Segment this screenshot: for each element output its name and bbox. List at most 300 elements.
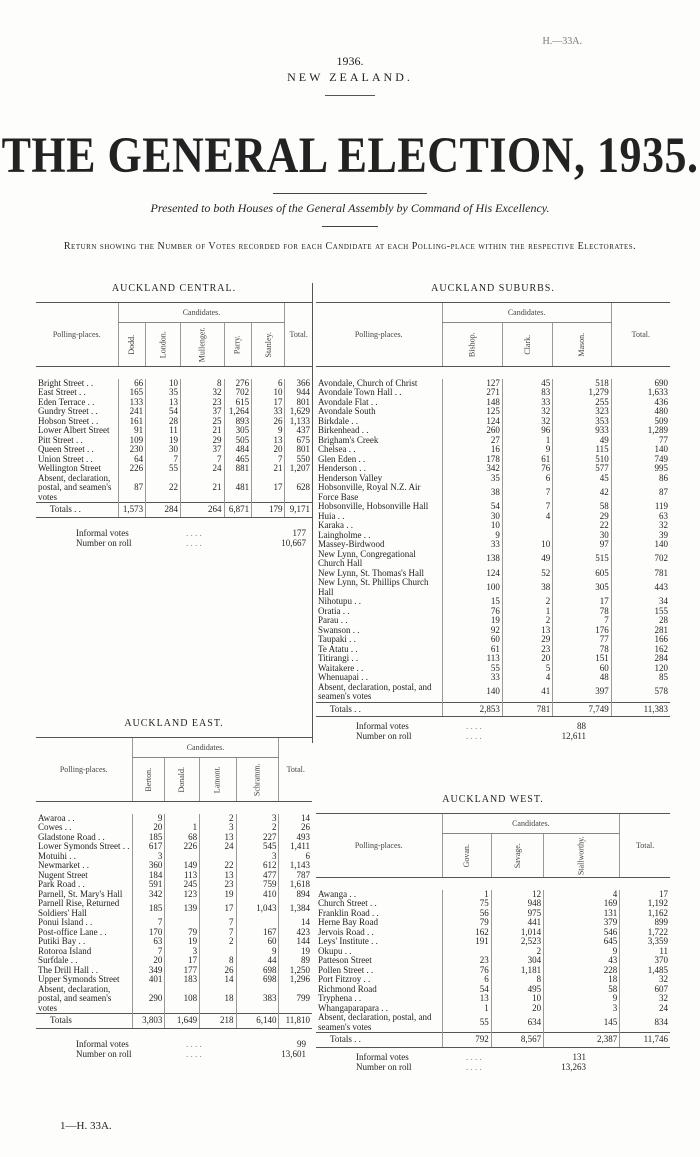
polling-place: Swanson . . bbox=[318, 624, 360, 635]
vote-cell: 591 bbox=[132, 880, 165, 890]
vote-cell: 30 bbox=[553, 531, 612, 541]
vote-cell: 37 bbox=[180, 407, 224, 417]
vote-cell: 20 bbox=[502, 654, 552, 664]
total-cell: 19 bbox=[279, 947, 312, 957]
totals-cell: 218 bbox=[200, 1014, 236, 1029]
vote-cell: 26 bbox=[252, 417, 285, 427]
total-cell: 781 bbox=[611, 569, 670, 579]
vote-cell: 38 bbox=[502, 578, 552, 597]
vote-cell: 7 bbox=[132, 918, 165, 928]
totals-label: Totals . . bbox=[316, 702, 442, 717]
vote-cell: 170 bbox=[132, 928, 165, 938]
polling-place: Upper Symonds Street bbox=[38, 974, 120, 984]
vote-cell: 25 bbox=[180, 417, 224, 427]
vote-cell: 23 bbox=[502, 645, 552, 655]
vote-cell: 13 bbox=[442, 994, 491, 1004]
vote-cell: 13 bbox=[200, 871, 236, 881]
vote-cell: 617 bbox=[132, 842, 165, 852]
polling-place: Taupaki . . bbox=[318, 634, 356, 644]
vote-cell: 61 bbox=[502, 455, 552, 465]
roll-value: 13,263 bbox=[561, 1061, 586, 1072]
polling-place: Huia . . bbox=[318, 510, 345, 521]
vote-cell: 8 bbox=[200, 956, 236, 966]
vote-cell: 577 bbox=[553, 464, 612, 474]
vote-cell: 113 bbox=[165, 871, 200, 881]
roll-label: Number on roll bbox=[356, 1061, 412, 1072]
polling-place: Te Atatu . . bbox=[318, 643, 358, 654]
polling-place: New Lynn, Congregational Church Hall bbox=[318, 548, 416, 568]
polling-place: Herne Bay Road bbox=[318, 917, 378, 927]
vote-cell: 148 bbox=[442, 398, 502, 408]
vote-cell: 465 bbox=[224, 455, 252, 465]
vote-cell: 495 bbox=[491, 985, 543, 995]
table-row bbox=[36, 814, 312, 824]
vote-cell: 30 bbox=[146, 445, 181, 455]
vote-cell: 7 bbox=[502, 483, 552, 502]
vote-cell: 19 bbox=[165, 937, 200, 947]
vote-cell: 4 bbox=[502, 673, 552, 683]
total-cell: 799 bbox=[279, 985, 312, 1014]
vote-cell: 140 bbox=[442, 683, 502, 703]
vote-cell: 10 bbox=[442, 521, 502, 531]
vote-cell: 10 bbox=[502, 540, 552, 550]
candidate-name bbox=[165, 758, 200, 802]
informal-block bbox=[36, 1039, 312, 1059]
vote-cell: 125 bbox=[442, 407, 502, 417]
polling-place: Jervois Road . . bbox=[318, 926, 374, 937]
vote-cell: 226 bbox=[118, 464, 146, 474]
polling-place: Okupu . . bbox=[318, 945, 352, 956]
totals-cell: 781 bbox=[502, 702, 552, 717]
polling-place: Brigham's Creek bbox=[318, 434, 379, 445]
vote-cell: 360 bbox=[132, 861, 165, 871]
total-cell: 1,411 bbox=[279, 842, 312, 852]
total-cell: 443 bbox=[611, 578, 670, 597]
polling-place: Nugent Street bbox=[38, 869, 88, 880]
vote-cell: 29 bbox=[180, 436, 224, 446]
total-cell: 370 bbox=[620, 956, 670, 966]
polling-place: Bright Street . . bbox=[38, 377, 94, 388]
vote-cell: 64 bbox=[118, 455, 146, 465]
vote-cell: 612 bbox=[236, 861, 279, 871]
vote-cell: 32 bbox=[180, 388, 224, 398]
total-cell: 63 bbox=[611, 512, 670, 522]
total-cell: 995 bbox=[611, 464, 670, 474]
total-cell: 628 bbox=[285, 474, 312, 503]
total-cell: 801 bbox=[285, 398, 312, 408]
vote-cell: 33 bbox=[502, 398, 552, 408]
polling-place: Absent, declaration, postal, and seamen's votes bbox=[318, 681, 432, 701]
candidate-name bbox=[491, 834, 543, 878]
vote-cell: 410 bbox=[236, 890, 279, 900]
vote-cell: 1,181 bbox=[491, 966, 543, 976]
total-cell: 284 bbox=[611, 654, 670, 664]
vote-cell: 505 bbox=[224, 436, 252, 446]
polling-place: Karaka . . bbox=[318, 520, 353, 530]
vote-cell: 167 bbox=[236, 928, 279, 938]
polling-place: Avondale, Church of Christ bbox=[318, 377, 418, 388]
roll-label: Number on roll bbox=[356, 731, 412, 741]
candidate-name bbox=[502, 323, 552, 367]
vote-cell: 2 bbox=[200, 937, 236, 947]
vote-cell: 49 bbox=[553, 436, 612, 446]
total-cell: 578 bbox=[611, 683, 670, 703]
vote-cell: 227 bbox=[236, 833, 279, 843]
informal-label: Informal votes bbox=[356, 1051, 409, 1062]
page-title: THE GENERAL ELECTION, 1935. bbox=[1, 127, 699, 184]
total-cell: 1,162 bbox=[620, 909, 670, 919]
vote-cell: 78 bbox=[553, 645, 612, 655]
polling-place: Surfdale . . bbox=[38, 955, 78, 965]
vote-cell: 10 bbox=[146, 379, 181, 389]
candidate-name bbox=[118, 323, 146, 367]
totals-label: Totals . . bbox=[316, 1033, 442, 1048]
polling-place: Tryphena . . bbox=[318, 993, 362, 1003]
spacer-row bbox=[316, 367, 670, 379]
vote-cell: 17 bbox=[252, 398, 285, 408]
vote-cell: 698 bbox=[236, 966, 279, 976]
candidate-name-text: London. bbox=[158, 331, 168, 358]
vote-cell: 33 bbox=[442, 540, 502, 550]
total-cell: 32 bbox=[620, 994, 670, 1004]
table-row bbox=[316, 1013, 670, 1033]
vote-cell: 48 bbox=[553, 673, 612, 683]
total-cell: 944 bbox=[285, 388, 312, 398]
vote-cell: 2 bbox=[236, 823, 279, 833]
total-cell: 11 bbox=[620, 947, 670, 957]
candidate-name bbox=[224, 323, 252, 367]
vote-cell: 2 bbox=[502, 616, 552, 626]
informal-block bbox=[316, 721, 670, 741]
vote-cell: 1 bbox=[502, 436, 552, 446]
vote-cell: 401 bbox=[132, 975, 165, 985]
vote-cell: 3 bbox=[132, 852, 165, 862]
vote-cell: 61 bbox=[442, 645, 502, 655]
vote-cell: 305 bbox=[224, 426, 252, 436]
vote-cell: 123 bbox=[165, 890, 200, 900]
polling-place: Park Road . . bbox=[38, 879, 85, 889]
table-body bbox=[316, 878, 670, 1048]
total-cell: 690 bbox=[611, 379, 670, 389]
vote-cell: 76 bbox=[502, 464, 552, 474]
polling-place: Ponui Island . . bbox=[38, 917, 93, 927]
vote-cell: 15 bbox=[442, 597, 502, 607]
polling-place: Wellington Street bbox=[38, 463, 102, 473]
polling-place: Nihotupu . . bbox=[318, 596, 362, 606]
total-cell: 787 bbox=[279, 871, 312, 881]
polling-places-header: Polling-places. bbox=[36, 303, 118, 367]
polling-place: Newmarket . . bbox=[38, 860, 89, 870]
totals-cell: 11,810 bbox=[279, 1014, 312, 1029]
polling-place: Massey-Birdwood bbox=[318, 539, 385, 549]
leader-dots: . . . . bbox=[186, 1038, 202, 1049]
table-row bbox=[316, 483, 670, 502]
vote-cell: 230 bbox=[118, 445, 146, 455]
vote-cell: 7 bbox=[200, 928, 236, 938]
leader-dots: . . . . bbox=[466, 1061, 482, 1072]
vote-cell: 893 bbox=[224, 417, 252, 427]
vote-cell: 545 bbox=[236, 842, 279, 852]
year: 1936. bbox=[336, 54, 364, 68]
vote-cell: 24 bbox=[200, 842, 236, 852]
total-cell: 1,633 bbox=[611, 388, 670, 398]
roll-value: 13,601 bbox=[281, 1048, 306, 1059]
vote-cell: 1,014 bbox=[491, 928, 543, 938]
polling-places-header: Polling-places. bbox=[36, 738, 132, 802]
vote-cell: 54 bbox=[442, 985, 491, 995]
vote-cell: 342 bbox=[132, 890, 165, 900]
polling-place: Franklin Road . . bbox=[318, 907, 379, 918]
candidate-name-text: Clark. bbox=[522, 334, 532, 355]
vote-cell: 255 bbox=[553, 398, 612, 408]
vote-cell: 2 bbox=[502, 597, 552, 607]
totals-cell: 11,746 bbox=[620, 1033, 670, 1048]
table-row bbox=[316, 578, 670, 597]
polling-place: Pollen Street . . bbox=[318, 964, 374, 975]
totals-cell: 7,749 bbox=[553, 702, 612, 717]
polling-places-header: Polling-places. bbox=[316, 303, 442, 367]
vote-cell: 17 bbox=[252, 474, 285, 503]
totals-cell: 3,803 bbox=[132, 1014, 165, 1029]
total-cell: 3,359 bbox=[620, 937, 670, 947]
vote-cell: 6 bbox=[442, 975, 491, 985]
vote-cell: 1,264 bbox=[224, 407, 252, 417]
vote-cell: 22 bbox=[553, 521, 612, 531]
vote-cell: 38 bbox=[442, 483, 502, 502]
total-cell: 6 bbox=[279, 852, 312, 862]
vote-cell: 96 bbox=[502, 426, 552, 436]
totals-cell: 9,171 bbox=[285, 503, 312, 518]
polling-place: Hobsonville, Royal N.Z. Air Force Base bbox=[318, 482, 421, 502]
vote-cell: 615 bbox=[224, 398, 252, 408]
vote-cell: 10 bbox=[252, 388, 285, 398]
vote-cell: 9 bbox=[132, 814, 165, 824]
total-cell: 119 bbox=[611, 502, 670, 512]
totals-row bbox=[36, 503, 312, 518]
polling-place: Whenuapai . . bbox=[318, 672, 368, 682]
vote-cell: 3 bbox=[236, 852, 279, 862]
divider bbox=[325, 95, 375, 96]
vote-cell: 35 bbox=[442, 474, 502, 484]
candidate-name bbox=[146, 323, 181, 367]
vote-cell: 28 bbox=[146, 417, 181, 427]
vote-cell: 3 bbox=[544, 1004, 620, 1014]
polling-place: Awaroa . . bbox=[38, 812, 75, 823]
vote-cell: 645 bbox=[544, 937, 620, 947]
total-cell: 120 bbox=[611, 664, 670, 674]
vote-cell: 77 bbox=[553, 635, 612, 645]
vote-cell: 290 bbox=[132, 985, 165, 1014]
vote-cell: 276 bbox=[224, 379, 252, 389]
vote-cell: 52 bbox=[502, 569, 552, 579]
polling-place: Gundry Street . . bbox=[38, 406, 98, 416]
totals-label: Totals bbox=[36, 1014, 132, 1029]
candidate-name-text: Mason. bbox=[577, 332, 587, 357]
polling-place: New Lynn, St. Phillips Church Hall bbox=[318, 577, 429, 597]
polling-place: East Street . . bbox=[38, 387, 86, 397]
vote-cell: 78 bbox=[553, 607, 612, 617]
vote-cell: 10 bbox=[491, 994, 543, 1004]
candidate-name-text: Schramm. bbox=[252, 763, 262, 796]
candidates-header: Candidates. bbox=[118, 303, 285, 323]
vote-cell bbox=[502, 521, 552, 531]
vote-cell: 35 bbox=[146, 388, 181, 398]
polling-place: Union Street . . bbox=[38, 453, 93, 464]
total-cell: 1,722 bbox=[620, 928, 670, 938]
polling-place: Lower Albert Street bbox=[38, 425, 110, 435]
table-row bbox=[36, 985, 312, 1014]
totals-cell: 792 bbox=[442, 1033, 491, 1048]
vote-cell: 634 bbox=[491, 1013, 543, 1033]
table-row bbox=[316, 683, 670, 703]
presented-line: Presented to both Houses of the General Assembly by Command of His Excellency. bbox=[150, 201, 550, 215]
polling-place: Hobson Street . . bbox=[38, 415, 99, 426]
vote-cell: 56 bbox=[442, 909, 491, 919]
total-header: Total. bbox=[611, 303, 670, 367]
total-cell: 1,384 bbox=[279, 899, 312, 918]
vote-cell: 178 bbox=[442, 455, 502, 465]
total-cell: 1,207 bbox=[285, 464, 312, 474]
leader-dots: . . . . bbox=[466, 731, 482, 741]
vote-cell: 16 bbox=[442, 445, 502, 455]
polling-places-header: Polling-places. bbox=[316, 814, 442, 878]
vote-cell: 183 bbox=[165, 975, 200, 985]
vote-cell: 17 bbox=[165, 956, 200, 966]
polling-place: New Lynn, St. Thomas's Hall bbox=[318, 567, 424, 578]
total-cell: 86 bbox=[611, 474, 670, 484]
auckland-east-table bbox=[36, 737, 312, 1029]
candidate-name bbox=[544, 834, 620, 878]
vote-cell: 32 bbox=[502, 417, 552, 427]
polling-place: Church Street . . bbox=[318, 898, 377, 908]
vote-cell: 9 bbox=[252, 426, 285, 436]
total-cell: 24 bbox=[620, 1004, 670, 1014]
vote-cell: 3 bbox=[165, 947, 200, 957]
vote-cell: 18 bbox=[200, 985, 236, 1014]
vote-cell: 698 bbox=[236, 975, 279, 985]
vote-cell: 76 bbox=[442, 966, 491, 976]
vote-cell: 271 bbox=[442, 388, 502, 398]
vote-cell: 12 bbox=[491, 890, 543, 900]
vote-cell: 226 bbox=[165, 842, 200, 852]
total-header: Total. bbox=[279, 738, 312, 802]
polling-place: Absent, declaration, postal, and seamen's votes bbox=[38, 472, 112, 502]
vote-cell: 481 bbox=[224, 474, 252, 503]
leader-dots: . . . . bbox=[186, 527, 202, 538]
vote-cell: 3 bbox=[200, 823, 236, 833]
totals-cell: 8,567 bbox=[491, 1033, 543, 1048]
totals-row bbox=[316, 702, 670, 717]
total-header: Total. bbox=[285, 303, 312, 367]
total-cell: 834 bbox=[620, 1013, 670, 1033]
informal-label: Informal votes bbox=[356, 721, 409, 731]
vote-cell: 68 bbox=[165, 833, 200, 843]
total-cell: 14 bbox=[279, 918, 312, 928]
vote-cell: 1 bbox=[442, 1004, 491, 1014]
vote-cell: 2 bbox=[491, 947, 543, 957]
polling-place: Absent, declaration, postal, and seamen's votes bbox=[318, 1012, 432, 1032]
table-row bbox=[36, 474, 312, 503]
totals-cell: 2,387 bbox=[544, 1033, 620, 1048]
total-cell: 87 bbox=[611, 483, 670, 502]
polling-place: Putiki Bay . . bbox=[38, 936, 86, 946]
totals-cell: 1,649 bbox=[165, 1014, 200, 1029]
vote-cell: 2 bbox=[200, 814, 236, 824]
candidate-name bbox=[252, 323, 285, 367]
vote-cell: 1 bbox=[502, 607, 552, 617]
vote-cell: 139 bbox=[165, 899, 200, 918]
vote-cell: 30 bbox=[442, 512, 502, 522]
vote-cell: 55 bbox=[146, 464, 181, 474]
informal-value: 131 bbox=[572, 1051, 586, 1062]
total-cell: 77 bbox=[611, 436, 670, 446]
roll-label: Number on roll bbox=[76, 1048, 132, 1059]
polling-place: Port Fitzroy . . bbox=[318, 974, 371, 984]
candidate-name bbox=[442, 834, 491, 878]
section-title: AUCKLAND EAST. bbox=[124, 718, 224, 729]
polling-place: Post-office Lane . . bbox=[38, 926, 107, 937]
vote-cell: 7 bbox=[146, 455, 181, 465]
total-cell: 162 bbox=[611, 645, 670, 655]
vote-cell: 4 bbox=[502, 512, 552, 522]
vote-cell: 45 bbox=[553, 474, 612, 484]
informal-block bbox=[36, 528, 312, 548]
auckland-west-section bbox=[316, 794, 670, 1072]
total-cell: 1,143 bbox=[279, 861, 312, 871]
candidate-name-text: Savage. bbox=[512, 842, 522, 869]
total-cell: 17 bbox=[620, 890, 670, 900]
vote-cell: 21 bbox=[180, 474, 224, 503]
vote-cell: 79 bbox=[165, 928, 200, 938]
candidate-name-text: Govan. bbox=[461, 843, 471, 868]
vote-cell: 19 bbox=[200, 890, 236, 900]
polling-place: Queen Street . . bbox=[38, 444, 94, 454]
vote-cell: 133 bbox=[118, 398, 146, 408]
vote-cell: 20 bbox=[491, 1004, 543, 1014]
vote-cell: 60 bbox=[553, 664, 612, 674]
vote-cell: 13 bbox=[502, 626, 552, 636]
totals-cell: 264 bbox=[180, 503, 224, 518]
total-cell: 436 bbox=[611, 398, 670, 408]
table-row bbox=[316, 550, 670, 569]
total-cell: 1,250 bbox=[279, 966, 312, 976]
leader-dots: . . . . bbox=[466, 721, 482, 731]
vote-cell: 33 bbox=[442, 673, 502, 683]
vote-cell: 305 bbox=[553, 578, 612, 597]
vote-cell: 54 bbox=[442, 502, 502, 512]
vote-cell: 484 bbox=[224, 445, 252, 455]
polling-place: Rotoroa Island bbox=[38, 945, 92, 956]
vote-cell: 7 bbox=[180, 455, 224, 465]
totals-cell: 179 bbox=[252, 503, 285, 518]
polling-place: Henderson . . bbox=[318, 463, 366, 473]
vote-cell: 149 bbox=[165, 861, 200, 871]
vote-cell: 948 bbox=[491, 899, 543, 909]
polling-place: Titirangi . . bbox=[318, 653, 359, 663]
leader-dots: . . . . bbox=[186, 537, 202, 548]
auckland-west-table bbox=[316, 813, 670, 1048]
candidate-name bbox=[442, 323, 502, 367]
vote-cell: 24 bbox=[180, 464, 224, 474]
vote-cell: 20 bbox=[132, 823, 165, 833]
candidate-name-text: Stanley. bbox=[263, 331, 273, 358]
total-cell: 675 bbox=[285, 436, 312, 446]
candidate-name bbox=[553, 323, 612, 367]
vote-cell: 185 bbox=[132, 899, 165, 918]
total-cell: 1,618 bbox=[279, 880, 312, 890]
spacer-row bbox=[36, 367, 312, 379]
polling-place: Richmond Road bbox=[318, 983, 377, 994]
